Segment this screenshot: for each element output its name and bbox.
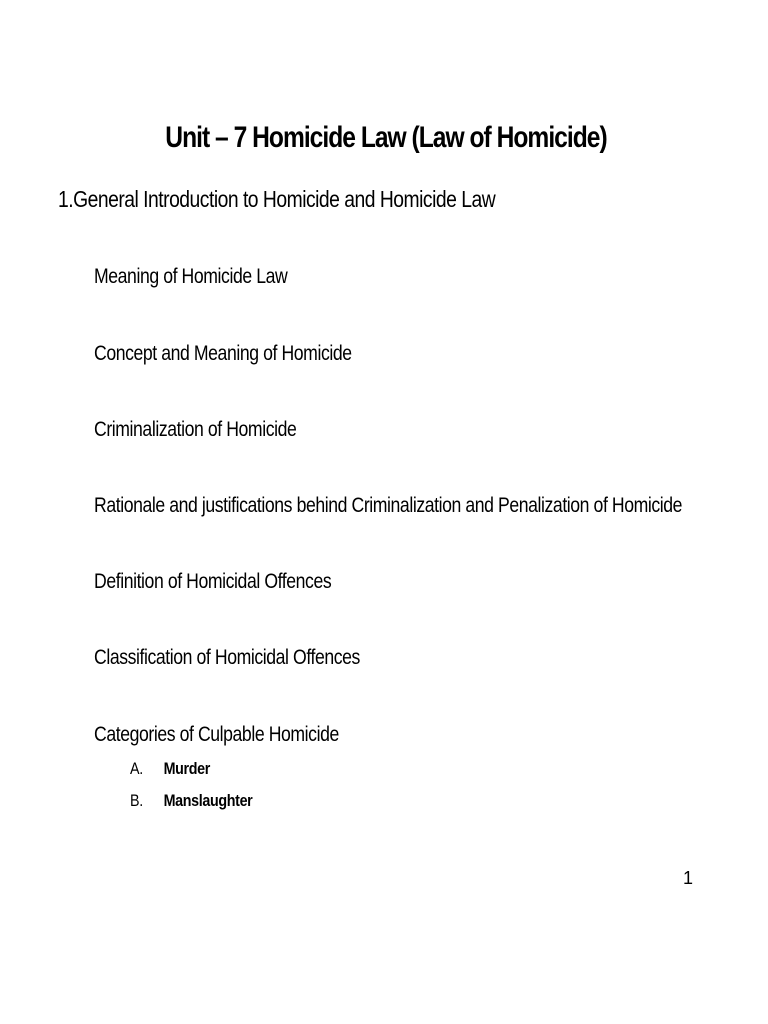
sub-item-manslaughter [130,789,252,813]
topic-item: Meaning of Homicide Law [94,265,288,288]
sub-item-marker: A. [130,759,143,778]
page-title: Unit – 7 Homicide Law (Law of Homicide) [165,121,607,154]
topic-item: Categories of Culpable Homicide [94,723,339,746]
topic-item: Rationale and justifications behind Criminalization and Penalization of Homicide [94,494,683,517]
topic-item: Criminalization of Homicide [94,418,297,441]
sub-item-marker: B. [130,791,143,810]
topic-item: Classification of Homicidal Offences [94,646,360,669]
topic-item: Definition of Homicidal Offences [94,570,332,593]
page-number: 1 [683,868,694,888]
sub-item-label: Manslaughter [163,791,253,810]
section-heading: 1.General Introduction to Homicide and Homicide Law [58,186,496,212]
sub-item-label: Murder [163,759,210,778]
sub-item-murder [130,757,210,781]
topic-item: Concept and Meaning of Homicide [94,342,352,365]
